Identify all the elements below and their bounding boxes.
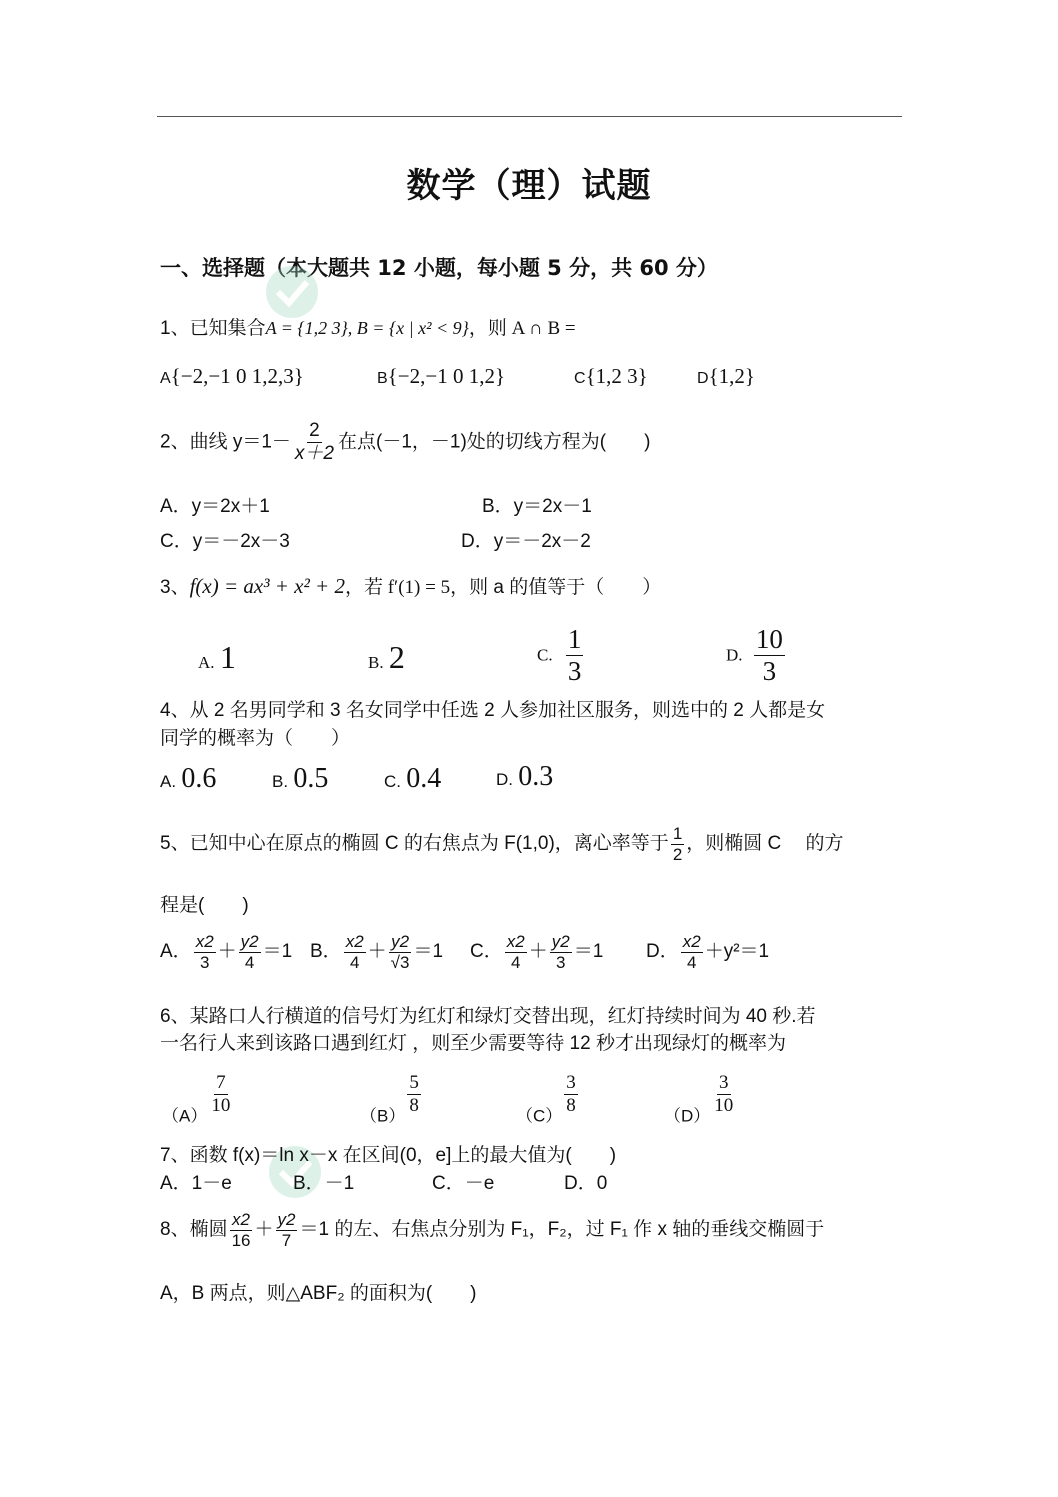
q5-option-a: A． $\frac{x2}{3}$ ＋ $\frac{y2}{4}$ ＝1 xyxy=(160,932,293,972)
q2-option-d: D．y＝－2x－2 xyxy=(461,531,591,552)
q4-option-b: B. 0.5 xyxy=(272,763,329,794)
watermark-logo-icon xyxy=(262,262,322,322)
question-4-line1: 4、从 2 名男同学和 3 名女同学中任选 2 人参加社区服务，则选中的 2 人都是女 xyxy=(160,700,826,721)
q6-option-b: （B） $\frac{5}{8}$ xyxy=(360,1072,419,1126)
q1-option-d: D{1,2} xyxy=(697,364,755,388)
question-4-line2: 同学的概率为（ ） xyxy=(160,728,351,749)
fraction: $\frac{10}{3}$ xyxy=(755,624,783,687)
question-3: 3、f(x) = ax³ + x² + 2，若 f′(1) = 5，则 a 的值等于（ ） xyxy=(160,574,662,598)
fraction: $\frac{x2}{4}$ xyxy=(345,932,364,972)
fraction: $\frac{x2}{4}$ xyxy=(506,932,525,972)
fraction: $\frac{x2}{4}$ xyxy=(682,932,701,972)
question-6-line1: 6、某路口人行横道的信号灯为红灯和绿灯交替出现，红灯持续时间为 40 秒.若 xyxy=(160,1006,816,1027)
q1-option-c: C{1,2 3} xyxy=(574,364,648,388)
question-6-line2: 一名行人来到该路口遇到红灯 ，则至少需要等待 12 秒才出现绿灯的概率为 xyxy=(160,1033,786,1054)
section-heading: 一、选择题（本大题共 12 小题，每小题 5 分，共 60 分） xyxy=(160,256,718,280)
q3-option-c: C. $\frac{1}{3}$ xyxy=(537,624,582,687)
q3-option-b: B. 2 xyxy=(368,639,405,675)
q2-option-c: C．y＝－2x－3 xyxy=(160,531,290,552)
fraction: $\frac{5}{8}$ xyxy=(409,1072,419,1116)
q7-option-d: D．0 xyxy=(564,1173,608,1194)
fraction: $\frac{x2}{16}$ xyxy=(231,1210,251,1250)
page-title: 数学（理）试题 xyxy=(406,166,652,206)
q4-option-a: A. 0.6 xyxy=(160,763,217,794)
fraction: $\frac{3}{8}$ xyxy=(566,1072,576,1116)
fraction: $\frac{y2}{7}$ xyxy=(277,1210,296,1250)
q3-option-d: D. $\frac{10}{3}$ xyxy=(726,624,783,687)
question-2: 2、曲线 y＝1－ $\frac{2}{x+2}$ 在点(－1，－1)处的切线方程为( ) xyxy=(160,420,651,464)
q7-option-a: A．1－e xyxy=(160,1173,232,1194)
fraction: $\frac{2}{x+2}$ xyxy=(294,420,334,464)
q3-option-a: A. 1 xyxy=(198,639,236,675)
fraction: $\frac{y2}{√3}$ xyxy=(390,932,410,972)
q6-option-a: （A） $\frac{7}{10}$ xyxy=(162,1072,231,1126)
fraction: $\frac{1}{2}$ xyxy=(672,824,683,864)
fraction: $\frac{1}{3}$ xyxy=(567,624,582,687)
q6-option-d: （D） $\frac{3}{10}$ xyxy=(664,1072,734,1126)
fraction: $\frac{3}{10}$ xyxy=(714,1072,734,1116)
q2-option-b: B．y＝2x－1 xyxy=(482,496,592,517)
question-5: 5、已知中心在原点的椭圆 C 的右焦点为 F(1,0)，离心率等于 $\frac{1}{2}$ ，则椭圆 C 的方 xyxy=(160,824,844,864)
fraction: $\frac{7}{10}$ xyxy=(211,1072,231,1116)
q4-option-c: C. 0.4 xyxy=(384,763,442,794)
q5-option-c: C． $\frac{x2}{4}$ ＋ $\frac{y2}{3}$ ＝1 xyxy=(470,932,604,972)
question-5-line2: 程是( ) xyxy=(160,895,249,916)
q5-option-b: B． $\frac{x2}{4}$ ＋ $\frac{y2}{√3}$ ＝1 xyxy=(310,932,444,972)
question-7: 7、函数 f(x)＝ln x－x 在区间(0，e]上的最大值为( ) xyxy=(160,1145,617,1166)
question-1: 1、已知集合A = {1,2 3}, B = {x | x² < 9}，则 A ∩ B = xyxy=(160,318,576,339)
q6-option-c: （C） $\frac{3}{8}$ xyxy=(516,1072,576,1126)
fraction: $\frac{y2}{4}$ xyxy=(240,932,259,972)
q1-option-b: B{−2,−1 0 1,2} xyxy=(377,364,506,388)
question-8-line2: A，B 两点，则△ABF₂ 的面积为( ) xyxy=(160,1283,477,1304)
q7-option-b: B．－1 xyxy=(293,1173,355,1194)
fraction: $\frac{x2}{3}$ xyxy=(195,932,214,972)
q1-option-a: A{−2,−1 0 1,2,3} xyxy=(160,364,304,388)
fraction: $\frac{y2}{3}$ xyxy=(551,932,570,972)
q5-option-d: D． $\frac{x2}{4}$ ＋y²＝1 xyxy=(646,932,770,972)
question-8: 8、椭圆 $\frac{x2}{16}$ ＋ $\frac{y2}{7}$ ＝1 的左、右焦点分别为 F₁，F₂，过 F₁ 作 x 轴的垂线交椭圆于 xyxy=(160,1210,825,1250)
header-rule xyxy=(157,116,902,117)
q4-option-d: D. 0.3 xyxy=(496,761,554,792)
q2-option-a: A．y＝2x＋1 xyxy=(160,496,270,517)
q7-option-c: C．－e xyxy=(432,1173,495,1194)
